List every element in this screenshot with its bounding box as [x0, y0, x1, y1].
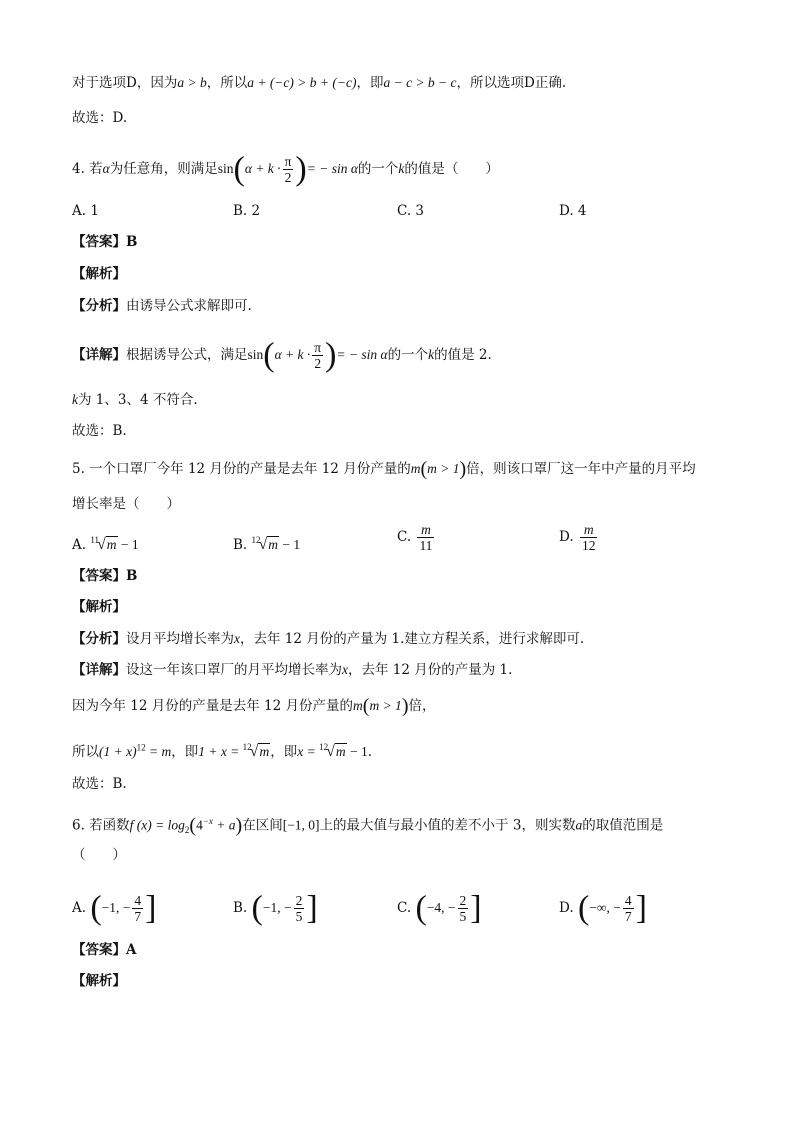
question-6-stem-1 — [72, 811, 663, 840]
paren-left: ( — [263, 336, 275, 374]
q4-option-b[interactable]: B. 2 — [233, 203, 261, 219]
text: 在区间 — [242, 817, 283, 834]
fraction — [623, 893, 634, 924]
question-6-stem-2: （ ） — [72, 847, 126, 863]
interval-left: −4, − — [426, 900, 456, 915]
denominator: 2 — [314, 356, 322, 371]
fraction — [458, 893, 469, 924]
denominator: 2 — [284, 170, 292, 185]
numerator: m — [417, 522, 434, 538]
q5-option-a[interactable] — [72, 530, 139, 555]
text: 上的最大值与最小值的差不小于 3，则实数 — [319, 817, 576, 834]
numerator: 4 — [134, 893, 142, 908]
label: A. — [72, 900, 87, 916]
math-alpha: α — [102, 161, 110, 176]
fraction-pi-over-2 — [312, 340, 323, 371]
text: 根据诱导公式，满足 — [126, 347, 248, 363]
text: 因为今年 12 月份的产量是去年 12 月份产量的 — [72, 698, 354, 714]
choose-d: 故选：D. — [72, 110, 128, 126]
root-symbol: √ — [97, 536, 106, 553]
math-interval: [−1, 0] — [282, 817, 320, 833]
root-symbol: √ — [326, 743, 335, 760]
numerator: π — [284, 154, 292, 169]
question-5-stem-1 — [72, 459, 696, 479]
radical — [90, 537, 117, 552]
fraction — [580, 522, 598, 553]
math-lhs: x = — [297, 744, 320, 759]
q4-option-c[interactable]: C. 3 — [397, 203, 425, 219]
math-condition: m > 1 — [427, 461, 460, 476]
math-base: (1 + x) — [99, 744, 137, 759]
denominator: 7 — [134, 909, 142, 924]
option-d-explanation — [72, 73, 566, 93]
numerator: m — [580, 522, 598, 538]
q5-xiangjie — [72, 660, 512, 680]
math-m: m — [410, 461, 421, 476]
index: 12 — [319, 742, 329, 752]
text: 的值是（ ） — [404, 161, 499, 177]
fraction-pi-over-2 — [283, 154, 294, 185]
paren-left: ( — [577, 889, 590, 927]
math-rhs: = − sin α — [306, 161, 358, 176]
label: 【详解】 — [72, 347, 126, 363]
tail: − 1 — [117, 537, 139, 552]
label: C. — [397, 529, 412, 545]
text: 4. 若 — [72, 161, 103, 177]
q6-answer: 【答案】A — [72, 942, 137, 958]
q5-option-b[interactable] — [233, 530, 300, 555]
fraction — [417, 522, 434, 553]
label: 【详解】 — [72, 662, 126, 678]
math-fx: f (x) = log — [129, 817, 185, 833]
radicand: m — [335, 744, 346, 759]
text: 5. 一个口罩厂今年 12 月份的产量是去年 12 月份产量的 — [72, 461, 411, 477]
bracket-right: ] — [145, 889, 157, 927]
paren-left: ( — [415, 889, 427, 927]
math-eq: = m — [145, 744, 172, 759]
denominator: 5 — [459, 909, 467, 924]
text: 6. 若函数 — [72, 817, 130, 834]
text: ，即 — [356, 75, 384, 91]
bracket-right: ] — [470, 889, 482, 927]
math-k: k — [428, 347, 435, 362]
math-x: x — [234, 631, 240, 646]
radical — [319, 744, 347, 759]
math-a-gt-b: a > b — [177, 75, 207, 90]
label: 【分析】 — [72, 298, 126, 314]
q4-xiangjie — [72, 336, 492, 374]
denominator: 7 — [624, 909, 632, 924]
radicand: m — [268, 537, 279, 552]
text: ，去年 12 月份的产量为 1. — [348, 662, 513, 678]
bracket-right: ] — [635, 889, 647, 927]
text: 的一个 — [357, 161, 399, 177]
denominator: 12 — [581, 538, 596, 553]
text: 对于选项D，因为 — [72, 75, 178, 91]
math-x: x — [342, 662, 348, 677]
text: ，去年 12 月份的产量为 1.建立方程关系，进行求解即可. — [240, 631, 585, 647]
label: C. — [397, 900, 412, 916]
fraction — [132, 893, 143, 924]
question-4-stem — [72, 150, 499, 188]
paren-left: ( — [420, 458, 428, 480]
math-arg: 4 — [196, 817, 203, 833]
paren-right: ) — [235, 814, 243, 837]
label: 【分析】 — [72, 631, 126, 647]
question-5-stem-2: 增长率是（ ） — [72, 496, 180, 512]
q5-option-c[interactable] — [397, 522, 436, 553]
math-k: k — [72, 392, 78, 407]
math-rhs: = − sin α — [336, 347, 388, 362]
label: D. — [559, 900, 574, 916]
index: 12 — [251, 535, 261, 545]
root-symbol: √ — [249, 743, 259, 760]
q4-option-d[interactable]: D. 4 — [559, 203, 587, 219]
radical — [243, 744, 271, 759]
root-symbol: √ — [258, 536, 268, 553]
interval-left: −1, − — [262, 900, 292, 915]
text: ，所以选项D正确. — [456, 75, 567, 91]
q4-fenxi — [72, 296, 252, 316]
math-expr: α + k · — [274, 347, 311, 362]
q4-option-a[interactable]: A. 1 — [72, 203, 99, 219]
text: 为 1、3、4 不符合. — [78, 392, 198, 408]
text: 设月平均增长率为 — [126, 631, 234, 647]
text: 由诱导公式求解即可. — [126, 298, 252, 314]
q6-option-a[interactable] — [72, 889, 157, 927]
math-a: a — [575, 817, 583, 833]
index: 12 — [242, 742, 252, 752]
tail: − 1 — [279, 537, 301, 552]
math-m: m — [353, 698, 363, 713]
math-inequality-1: a + (−c) > b + (−c) — [247, 75, 357, 90]
numerator: 4 — [624, 893, 632, 908]
math-inequality-2: a − c > b − c — [383, 75, 457, 90]
q5-fenxi — [72, 629, 584, 649]
math-expr: α + k · — [244, 161, 281, 176]
q5-option-d[interactable] — [559, 522, 599, 553]
numerator: 2 — [459, 893, 467, 908]
bracket-right: ] — [306, 889, 318, 927]
radicand: m — [259, 744, 270, 759]
denominator: 5 — [295, 909, 303, 924]
q5-answer: 【答案】B — [72, 568, 138, 584]
label: D. — [559, 529, 574, 545]
math-condition: m > 1 — [369, 698, 402, 713]
paren-right: ) — [295, 150, 307, 188]
q6-analysis-label: 【解析】 — [72, 973, 126, 989]
text: ，即 — [270, 744, 298, 760]
paren-right: ) — [325, 336, 337, 374]
text: 的取值范围是 — [582, 817, 664, 834]
tail: − 1 — [346, 744, 368, 759]
text: 为任意角，则满足 — [109, 161, 218, 177]
label: B. — [233, 900, 248, 916]
q6-option-d[interactable] — [559, 889, 647, 927]
paren-left: ( — [362, 695, 370, 717]
radicand: m — [106, 537, 117, 552]
math-k: k — [398, 161, 405, 176]
math-exponent: −x — [202, 816, 213, 826]
text: 的值是 2. — [434, 347, 492, 363]
numerator: 2 — [295, 893, 303, 908]
q4-answer: 【答案】B — [72, 234, 138, 250]
paren-left: ( — [189, 814, 197, 837]
q4-analysis-label: 【解析】 — [72, 266, 126, 282]
paren-right: ) — [401, 695, 409, 717]
paren-right: ) — [459, 458, 467, 480]
math-sin: sin — [217, 161, 234, 176]
paren-left: ( — [233, 150, 245, 188]
text: 的一个 — [387, 347, 429, 363]
math-sin: sin — [247, 347, 264, 362]
q4-note — [72, 390, 198, 410]
period: . — [367, 744, 373, 760]
q5-analysis-label: 【解析】 — [72, 599, 126, 615]
math-exponent: 12 — [136, 742, 146, 753]
interval-left: −∞, − — [589, 900, 621, 915]
q4-choose: 故选：B. — [72, 423, 127, 439]
radical — [252, 537, 280, 552]
paren-left: ( — [251, 889, 263, 927]
interval-left: −1, − — [101, 900, 131, 915]
text: 倍，则该口罩厂这一年中产量的月平均 — [466, 461, 696, 477]
math-lhs: 1 + x = — [198, 744, 243, 759]
math-log-base: 2 — [184, 825, 190, 836]
q5-so — [72, 737, 372, 762]
text: 设这一年该口罩厂的月平均增长率为 — [126, 662, 342, 678]
numerator: π — [314, 340, 322, 355]
q5-because — [72, 696, 435, 716]
fraction — [294, 893, 305, 924]
q6-option-b[interactable] — [233, 889, 318, 927]
text: 倍， — [408, 698, 436, 714]
label: A. — [72, 537, 87, 553]
text: ，即 — [171, 744, 199, 760]
paren-left: ( — [90, 889, 102, 927]
denominator: 11 — [419, 538, 433, 553]
math-arg-tail: + a — [212, 817, 236, 833]
q6-option-c[interactable] — [397, 889, 482, 927]
index: 11 — [90, 535, 100, 545]
label: B. — [233, 537, 248, 553]
text: 所以 — [72, 744, 99, 760]
q5-choose: 故选：B. — [72, 776, 127, 792]
text: ，所以 — [206, 75, 248, 91]
